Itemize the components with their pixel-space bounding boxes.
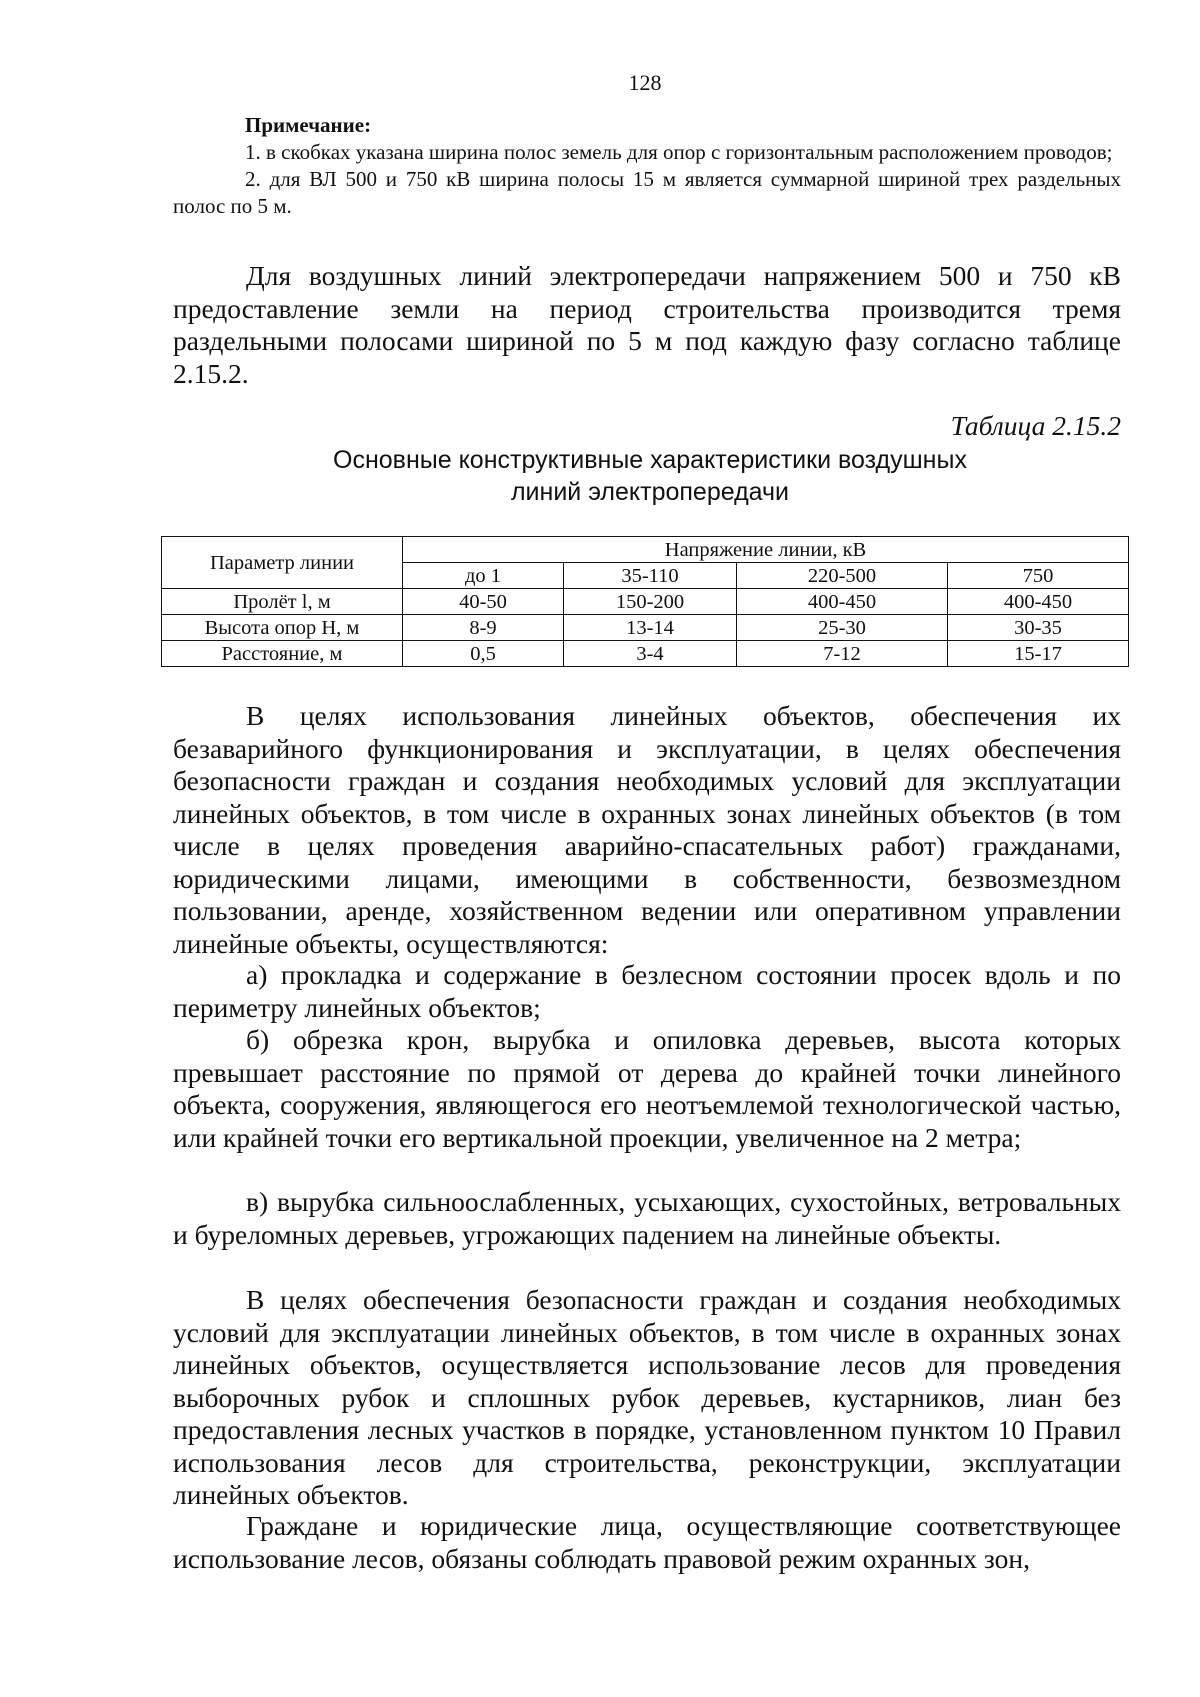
table-header-row <box>162 537 1129 563</box>
table-cell: 8-9 <box>403 615 564 641</box>
note-block <box>173 112 1121 220</box>
header-voltage: Напряжение линии, кВ <box>403 537 1129 563</box>
table-cell: 3-4 <box>564 641 737 667</box>
table-cell: 25-30 <box>737 615 948 641</box>
row-label: Пролёт l, м <box>162 589 403 615</box>
body-paragraph-3: Граждане и юридические лица, осуществляющие соответствующее использование лесов, обязаны соблюдать правовой режим охранных зон, <box>173 1510 1121 1574</box>
note-item-1: 1. в скобках указана ширина полос земель для опор с горизонтальным расположением проводов; <box>245 140 1113 164</box>
table-row <box>162 641 1129 667</box>
body-item-a: а) прокладка и содержание в безлесном состоянии просек вдоль и по периметру линейных объектов; <box>173 959 1121 1023</box>
table-cell: 400-450 <box>948 589 1129 615</box>
voltage-cell: до 1 <box>403 563 564 589</box>
table-cell: 7-12 <box>737 641 948 667</box>
table-cell: 0,5 <box>403 641 564 667</box>
header-param: Параметр линии <box>162 537 403 589</box>
body-item-b: б) обрезка крон, вырубка и опиловка деревьев, высота которых превышает расстояние по прямой от дерева до крайней точки линейного объекта, сооружения, являющегося его неотъемлемой технологической частью, или крайней точки его вертикальной проекции, увеличенное на 2 метра; <box>173 1024 1121 1153</box>
voltage-cell: 35-110 <box>564 563 737 589</box>
body-paragraph-2: В целях обеспечения безопасности граждан и создания необходимых условий для эксплуатации линейных объектов, в том числе в охранных зонах линейных объектов, осуществляется использование лесов для проведения выборочных рубок и сплошных рубок деревьев, кустарников, лиан без предоставления лесных участков в порядке, установленном пунктом 10 Правил использования лесов для строительства, реконструкции, эксплуатации линейных объектов. <box>173 1284 1121 1510</box>
table-cell: 150-200 <box>564 589 737 615</box>
intro-paragraph: Для воздушных линий электропередачи напряжением 500 и 750 кВ предоставление земли на период строительства производится тремя раздельными полосами шириной по 5 м под каждую фазу согласно таблице 2.15.2. <box>173 260 1121 389</box>
row-label: Расстояние, м <box>162 641 403 667</box>
page-number: 128 <box>628 70 662 95</box>
table-title-line-1: Основные конструктивные характеристики воздушных <box>333 446 967 474</box>
body-paragraph-1: В целях использования линейных объектов, обеспечения их безаварийного функционирования и эксплуатации, в целях обеспечения безопасности граждан и создания необходимых условий для эксплуатации линейных объектов, в том числе в охранных зонах линейных объектов (в том числе в целях проведения аварийно-спасательных работ) гражданами, юридическими лицами, имеющими в собственности, безвозмездном пользовании, аренде, хозяйственном ведении или оперативном управлении линейные объекты, осуществляются: <box>173 700 1121 959</box>
table-title-line-2: линий электропередачи <box>510 478 790 506</box>
voltage-cell: 750 <box>948 563 1129 589</box>
body-item-c: в) вырубка сильноослабленных, усыхающих, сухостойных, ветровальных и буреломных деревьев, угрожающих падением на линейные объекты. <box>173 1186 1121 1250</box>
parameters-table <box>161 536 1129 667</box>
table-cell: 400-450 <box>737 589 948 615</box>
table-cell: 13-14 <box>564 615 737 641</box>
table-cell: 30-35 <box>948 615 1129 641</box>
table-title <box>280 444 1020 508</box>
table-cell: 40-50 <box>403 589 564 615</box>
row-label: Высота опор H, м <box>162 615 403 641</box>
table-cell: 15-17 <box>948 641 1129 667</box>
note-title: Примечание: <box>245 113 372 137</box>
voltage-cell: 220-500 <box>737 563 948 589</box>
table-caption: Таблица 2.15.2 <box>950 410 1121 441</box>
table-row <box>162 589 1129 615</box>
note-item-2: 2. для ВЛ 500 и 750 кВ ширина полосы 15 м является суммарной шириной трех раздельных полос по 5 м. <box>173 167 1121 218</box>
table-row <box>162 615 1129 641</box>
